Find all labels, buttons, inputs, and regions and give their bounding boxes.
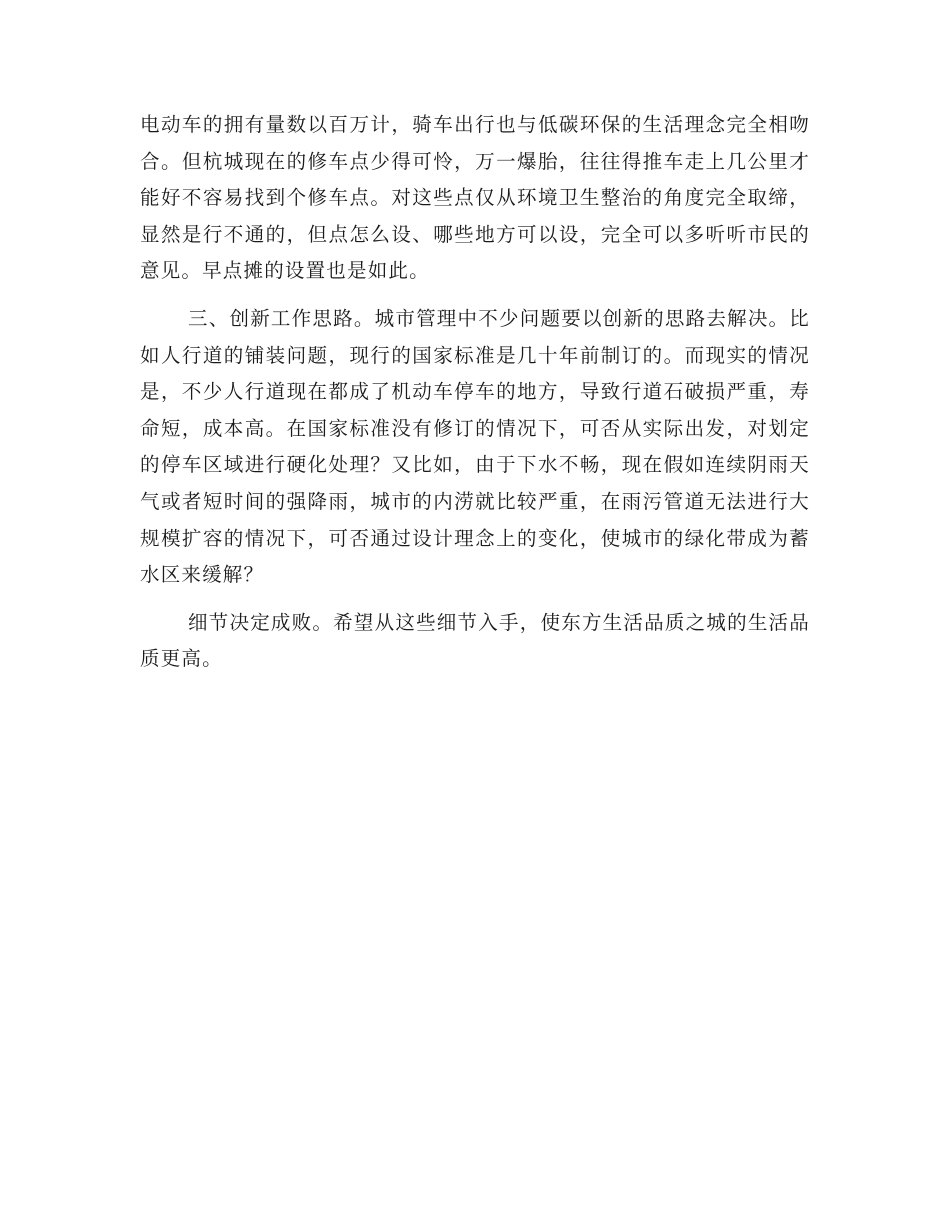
document-body: [140, 107, 810, 678]
paragraph-innovation: 三、创新工作思路。城市管理中不少问题要以创新的思路去解决。比如人行道的铺装问题，现行的国家标准是几十年前制订的。而现实的情况是，不少人行道现在都成了机动车停车的地方，导致行道石破损严重，寿命短，成本高。在国家标准没有修订的情况下，可否从实际出发，对划定的停车区域进行硬化处理？又比如，由于下水不畅，现在假如连续阴雨天气或者短时间的强降雨，城市的内涝就比较严重，在雨污管道无法进行大规模扩容的情况下，可否通过设计理念上的变化，使城市的绿化带成为蓄水区来缓解？: [140, 306, 810, 587]
paragraph-conclusion: 细节决定成败。希望从这些细节入手，使东方生活品质之城的生活品质更高。: [140, 610, 810, 671]
paragraph-continuation: 电动车的拥有量数以百万计，骑车出行也与低碳环保的生活理念完全相吻合。但杭城现在的修车点少得可怜，万一爆胎，往往得推车走上几公里才能好不容易找到个修车点。对这些点仅从环境卫生整治的角度完全取缔，显然是行不通的，但点怎么设、哪些地方可以设，完全可以多听听市民的意见。早点摊的设置也是如此。: [140, 113, 810, 283]
